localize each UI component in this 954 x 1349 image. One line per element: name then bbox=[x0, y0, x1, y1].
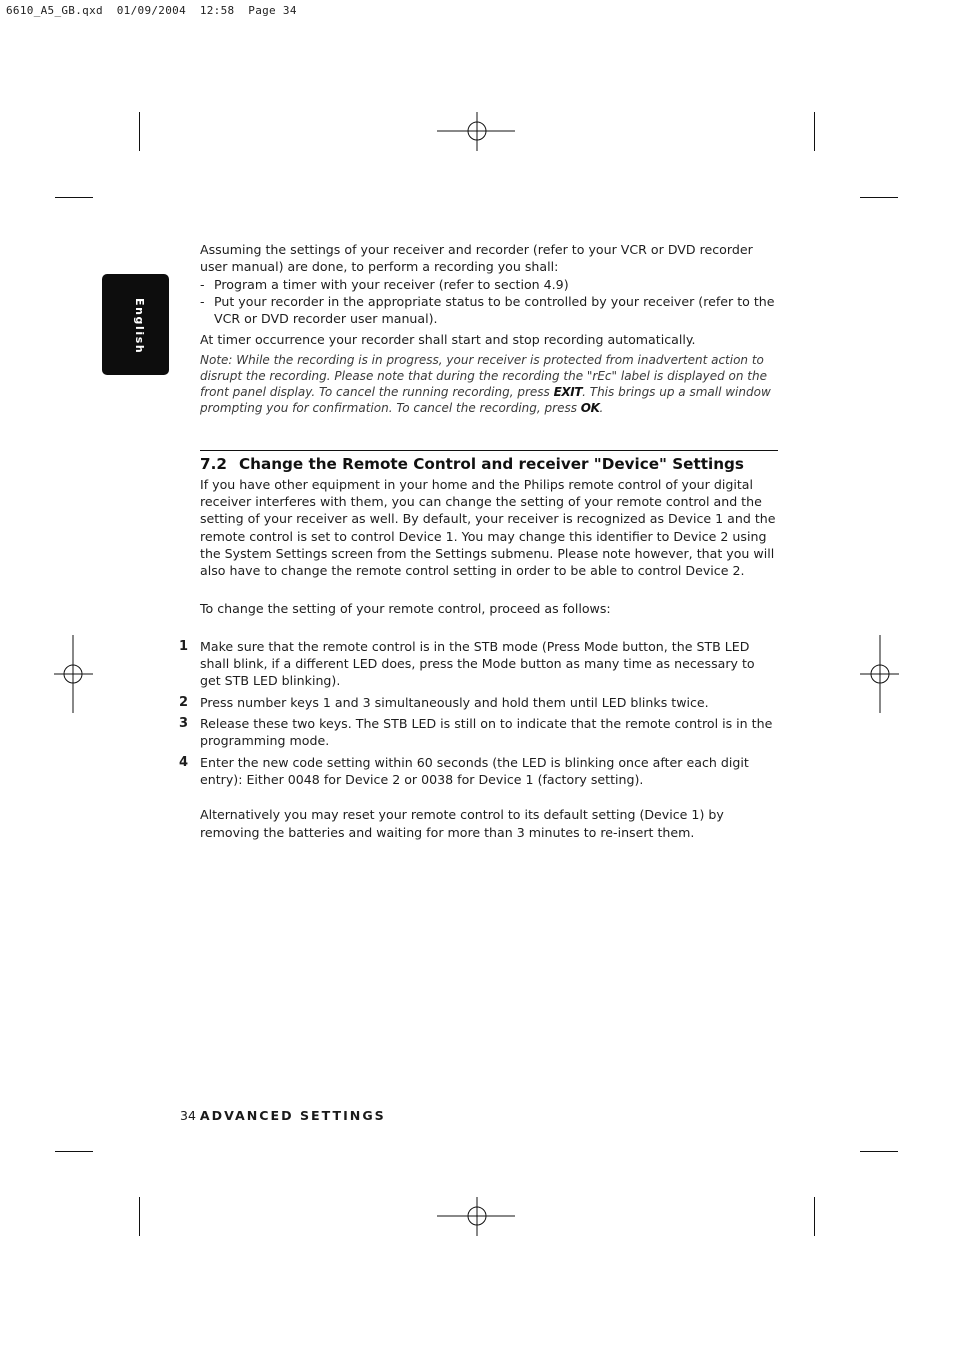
page-content bbox=[179, 241, 778, 841]
bullet-item: - Program a timer with your receiver (refer to section 4.9) bbox=[200, 276, 569, 292]
chapter-title: ADVANCED SETTINGS bbox=[199, 1108, 386, 1123]
registration-mark-icon bbox=[860, 635, 900, 715]
ok-key-label: OK bbox=[580, 400, 600, 415]
print-slug: 6610_A5_GB.qxd 01/09/2004 12:58 Page 34 bbox=[6, 4, 297, 17]
section-title: Change the Remote Control and receiver "Device" Settings bbox=[239, 454, 744, 473]
step-list bbox=[179, 638, 778, 788]
bullet-item: - Put your recorder in the appropriate status to be controlled by your receiver (refer to the VCR or DVD recorder user manual). bbox=[200, 293, 775, 327]
registration-mark-icon bbox=[54, 635, 94, 715]
section-heading bbox=[200, 454, 778, 474]
exit-key-label: EXIT bbox=[553, 384, 583, 399]
crop-mark bbox=[814, 112, 815, 151]
crop-mark bbox=[860, 197, 898, 198]
section-number: 7.2 bbox=[200, 454, 227, 473]
procedure-intro: To change the setting of your remote control, proceed as follows: bbox=[200, 600, 611, 616]
crop-mark bbox=[139, 112, 140, 151]
crop-mark bbox=[55, 1151, 93, 1152]
language-tab-label: English bbox=[133, 298, 146, 355]
reset-paragraph: Alternatively you may reset your remote control to its default setting (Device 1) by removing the batteries and waiting for more than 3 minutes to re-insert them. bbox=[200, 807, 724, 840]
list-item: 4 Enter the new code setting within 60 seconds (the LED is blinking once after each digit entry): Either 0048 for Device 2 or 0038 for Device 1 (factory setting). bbox=[179, 754, 749, 787]
crop-mark bbox=[55, 197, 93, 198]
crop-mark bbox=[139, 1197, 140, 1236]
crop-mark bbox=[814, 1197, 815, 1236]
page-footer bbox=[180, 1108, 386, 1123]
timer-paragraph: At timer occurrence your recorder shall start and stop recording automatically. bbox=[200, 332, 696, 348]
registration-mark-icon bbox=[437, 112, 517, 152]
crop-mark bbox=[860, 1151, 898, 1152]
language-side-tab bbox=[102, 274, 169, 375]
intro-paragraph: Assuming the settings of your receiver and recorder (refer to your VCR or DVD recorder user manual) are done, to perform a recording you shall: bbox=[200, 242, 753, 275]
list-item: 3 Release these two keys. The STB LED is still on to indicate that the remote control is in the programming mode. bbox=[179, 716, 773, 749]
section-paragraph: If you have other equipment in your home and the Philips remote control of your digital receiver interferes with them, you can change the setting of your remote control and the setting of your receiver as well. By default, your receiver is recognized as Device 1 and the remote control is set to control Device 1. You may change this identifier to Device 2 using the System Settings screen from the Settings submenu. Please note however, that you will also have to change the remote control setting in order to be able to control Device 2. bbox=[200, 476, 776, 579]
registration-mark-icon bbox=[437, 1197, 517, 1237]
list-item: 1 Make sure that the remote control is in the STB mode (Press Mode button, the STB LED shall blink, if a different LED does, press the Mode button as many time as necessary to get STB LED blinking). bbox=[179, 638, 755, 689]
section-divider bbox=[200, 450, 778, 451]
note-paragraph: Note: While the recording is in progress, your receiver is protected from inadvertent action to disrupt the recording. Please note that during the recording the "rEc" label is displayed on the front panel display. To cancel the running recording, press EXIT. This brings up a small window prompting you for confirmation. To cancel the recording, press OK. bbox=[200, 352, 771, 415]
page-number: 34 bbox=[180, 1108, 196, 1123]
list-item: 2 Press number keys 1 and 3 simultaneously and hold them until LED blinks twice. bbox=[179, 694, 709, 710]
